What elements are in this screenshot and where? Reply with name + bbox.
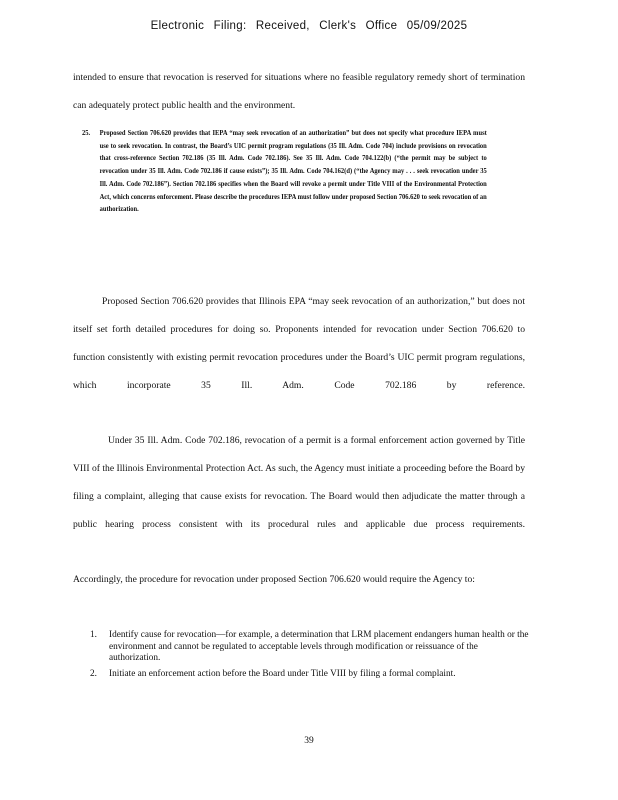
response-paragraph-1: Proposed Section 706.620 provides that Illinois EPA “may seek revocation of an authorization,” but does not itself set forth detailed procedures for doing so. Proponents intended for revocation under Section 706.620 to function consistently with existing permit revocation procedures under the Board’s UIC permit program regulations, which incorporate 35 Ill. Adm. Code 702.186 by reference. [73,296,525,391]
question-number: 25. [82,128,91,137]
filing-stamp-header: Electronic Filing: Received, Clerk's Office 05/09/2025 [150,20,468,32]
list-item-text: Initiate an enforcement action before the Board under Title VIII by filing a formal complaint. [109,668,456,679]
list-item-number: 1. [90,630,97,640]
question-block [82,127,487,216]
list-item [90,669,530,681]
list-item-text: Identify cause for revocation—for example, a determination that LRM placement endangers human health or the environment and cannot be regulated to acceptable levels through modification or reissuance of the authorization. [109,630,529,664]
response-paragraph-3: Accordingly, the procedure for revocation under proposed Section 706.620 would require the Agency to: [73,574,475,585]
response-paragraph-2: Under 35 Ill. Adm. Code 702.186, revocation of a permit is a formal enforcement action governed by Title VIII of the Illinois Environmental Protection Act. As such, the Agency must initiate a proceeding before the Board by filing a complaint, alleging that cause exists for revocation. The Board would then adjudicate the matter through a public hearing process consistent with its procedural rules and applicable due process requirements. [73,435,525,530]
question-text: Proposed Section 706.620 provides that IEPA “may seek revocation of an authorization” but does not specify what procedure IEPA must use to seek revocation. In contrast, the Board’s UIC permit program regulations (35 Ill. Adm. Code 704) include provisions on revocation that cross-reference Section 702.186 (35 Ill. Adm. Code 702.186). See 35 Ill. Adm. Code 704.122(b) (“the permit may be subject to revocation under 35 Ill. Adm. Code 702.186 if cause exists”); 35 Ill. Adm. Code 704.162(d) (“the Agency may . . . seek revocation under 35 Ill. Adm. Code 702.186”). Section 702.186 specifies when the Board will revoke a permit under Title VIII of the Environmental Protection Act, which concerns enforcement. Please describe the procedures IEPA must follow under proposed Section 706.620 to seek revocation of an authorization. [99,128,487,214]
page-number: 39 [304,736,314,746]
list-item [90,630,530,665]
procedure-list [90,630,530,684]
intro-paragraph: intended to ensure that revocation is reserved for situations where no feasible regulatory remedy short of termination can adequately protect public health and the environment. [73,72,525,111]
list-item-number: 2. [90,668,97,679]
